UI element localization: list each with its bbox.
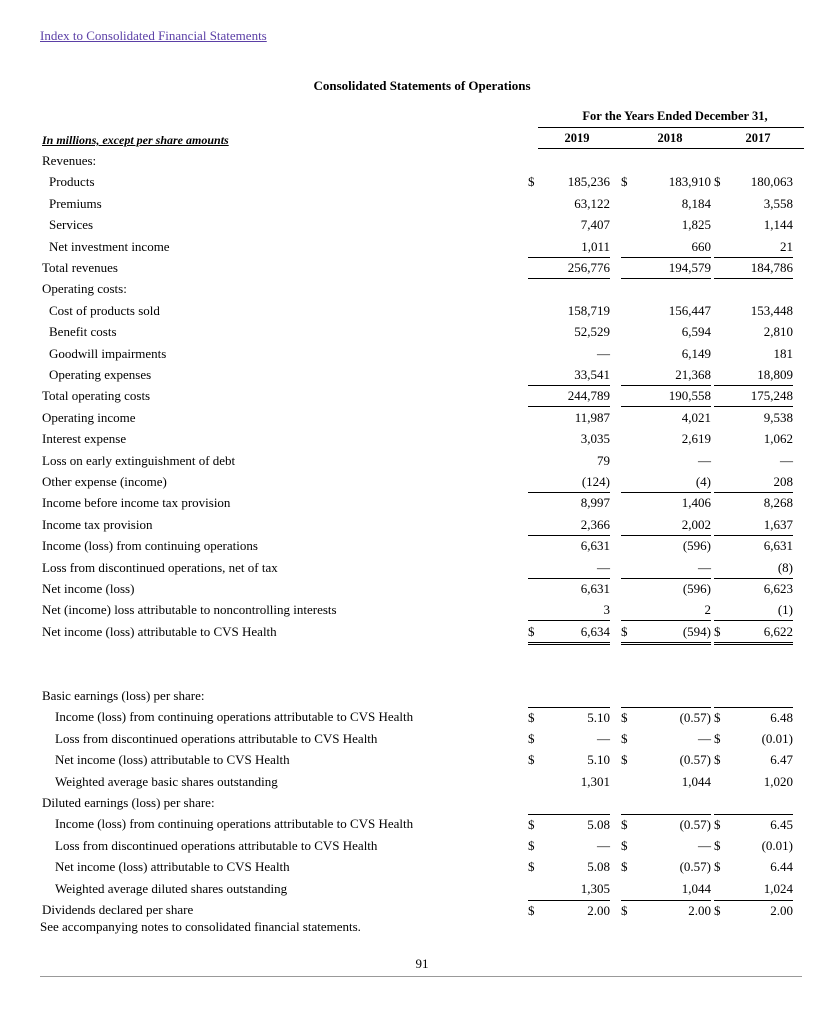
cell-value: 8,268 — [763, 495, 793, 511]
dollar-sign: $ — [621, 903, 628, 918]
cell-value: 2.00 — [688, 903, 711, 918]
value-cell-2017 — [714, 600, 793, 621]
cell-value: (0.57) — [679, 817, 711, 833]
cell-value: — — [597, 559, 610, 575]
value-cell-2017 — [714, 579, 793, 599]
value-cell-2018 — [621, 322, 711, 342]
cell-value: (0.57) — [679, 710, 711, 726]
value-cell-2018 — [621, 472, 711, 493]
cell-value: 3,035 — [580, 431, 610, 447]
value-cell-2019 — [528, 215, 610, 235]
cell-value: 79 — [597, 452, 610, 468]
value-cell-2019 — [528, 258, 610, 279]
table-row — [0, 622, 834, 642]
table-row — [0, 900, 834, 920]
year-2018: 2018 — [657, 131, 683, 145]
row-label: Services — [49, 217, 94, 233]
cell-value: 1,044 — [681, 773, 711, 789]
cell-value: 1,144 — [763, 217, 793, 233]
dollar-sign: $ — [714, 752, 721, 768]
value-cell-2017 — [714, 258, 793, 279]
cell-value: 1,406 — [681, 495, 711, 511]
cell-value: 1,637 — [763, 516, 793, 532]
cell-value: 6,622 — [763, 623, 793, 639]
value-cell-2018 — [621, 301, 711, 321]
value-cell-2017 — [714, 429, 793, 449]
value-cell-2017 — [714, 836, 793, 856]
table-row — [0, 515, 834, 535]
value-cell-2017 — [714, 558, 793, 579]
value-cell-2017 — [714, 344, 793, 364]
cell-value: (0.57) — [679, 752, 711, 768]
value-cell-2019 — [528, 451, 610, 471]
dollar-sign: $ — [528, 710, 535, 726]
value-cell-2017 — [714, 857, 793, 877]
dollar-sign: $ — [714, 859, 721, 875]
cell-value: 244,789 — [567, 388, 610, 404]
page-number: 91 — [415, 956, 429, 971]
value-cell-2018 — [621, 600, 711, 621]
value-cell-2018 — [621, 344, 711, 364]
table-row — [0, 279, 834, 299]
row-label: Dividends declared per share — [42, 902, 194, 917]
cell-value: (1) — [777, 602, 793, 618]
value-cell-2018 — [621, 408, 711, 428]
dollar-sign: $ — [714, 174, 721, 190]
table-row — [0, 879, 834, 899]
dollar-sign: $ — [621, 623, 628, 639]
value-cell-2017 — [714, 322, 793, 342]
table-row — [0, 451, 834, 471]
value-cell-2018 — [621, 622, 711, 645]
table-row — [0, 686, 834, 706]
value-cell-2018 — [621, 386, 711, 407]
cell-value: 1,301 — [580, 773, 610, 789]
cell-value: 5.08 — [587, 817, 610, 833]
cell-value: 2 — [704, 602, 711, 618]
dollar-sign: $ — [528, 837, 535, 853]
table-row — [0, 408, 834, 428]
value-cell-2019 — [528, 772, 610, 792]
cell-value: — — [698, 452, 711, 468]
cell-value: 158,719 — [567, 302, 610, 318]
value-cell-2017 — [714, 729, 793, 749]
value-cell-2018 — [621, 772, 711, 792]
value-cell-2019 — [528, 515, 610, 536]
table-row — [0, 493, 834, 513]
cell-value: 8,184 — [681, 195, 711, 211]
dollar-sign: $ — [621, 730, 628, 746]
cell-value: 2,002 — [681, 516, 711, 532]
index-link[interactable]: Index to Consolidated Financial Statements — [40, 28, 267, 43]
row-label: Loss on early extinguishment of debt — [42, 452, 236, 468]
cell-value: 156,447 — [668, 302, 711, 318]
cell-value: 6,631 — [580, 538, 610, 554]
value-cell-2019 — [528, 900, 610, 921]
value-cell-2017 — [714, 408, 793, 428]
dollar-sign: $ — [621, 710, 628, 726]
dollar-sign: $ — [714, 903, 721, 918]
cell-value: 5.10 — [587, 752, 610, 768]
cell-value: — — [698, 559, 711, 575]
value-cell-2018 — [621, 194, 711, 214]
units-label: In millions, except per share amounts — [42, 133, 229, 147]
value-cell-2017 — [714, 515, 793, 536]
row-label: Benefit costs — [49, 324, 117, 340]
dollar-sign: $ — [528, 752, 535, 768]
table-row — [0, 643, 834, 663]
cell-value: 1,825 — [681, 217, 711, 233]
cell-value: 1,024 — [763, 880, 793, 896]
cell-value: 8,997 — [580, 495, 610, 511]
value-cell-2019 — [528, 750, 610, 770]
cell-value: (596) — [682, 538, 711, 554]
value-cell-2017 — [714, 237, 793, 258]
value-cell-2018 — [621, 515, 711, 536]
value-cell-2018 — [621, 429, 711, 449]
cell-value: (8) — [777, 559, 793, 575]
table-row — [0, 750, 834, 770]
row-label: Weighted average basic shares outstanding — [55, 773, 278, 789]
dollar-sign: $ — [714, 837, 721, 853]
cell-value: 153,448 — [750, 302, 793, 318]
cell-value: 21 — [780, 238, 793, 254]
cell-value: 6.44 — [770, 859, 793, 875]
table-row — [0, 579, 834, 599]
row-label: Income (loss) from continuing operations — [42, 538, 258, 554]
cell-value: 6.47 — [770, 752, 793, 768]
value-cell-2019 — [528, 194, 610, 214]
dollar-sign: $ — [528, 623, 535, 639]
table-row — [0, 536, 834, 556]
row-label: Income before income tax provision — [42, 495, 231, 511]
value-cell-2018 — [621, 900, 711, 921]
value-cell-2019 — [528, 493, 610, 513]
period-header: For the Years Ended December 31, — [582, 109, 768, 123]
cell-value: 190,558 — [668, 388, 711, 404]
row-label: Other expense (income) — [42, 474, 167, 489]
cell-value: 2.00 — [587, 903, 610, 918]
year-headers — [538, 127, 804, 149]
value-cell-2018 — [621, 493, 711, 513]
value-cell-2019 — [528, 622, 610, 645]
cell-value: 1,305 — [580, 880, 610, 896]
cell-value: 6,631 — [580, 581, 610, 596]
row-label: Net income (loss) — [42, 581, 135, 596]
cell-value: 2.00 — [770, 903, 793, 918]
value-cell-2018 — [621, 451, 711, 471]
value-cell-2017 — [714, 472, 793, 493]
value-cell-2019 — [528, 408, 610, 428]
dollar-sign: $ — [621, 752, 628, 768]
row-label: Cost of products sold — [49, 302, 160, 318]
cell-value: 2,810 — [763, 324, 793, 340]
row-label: Net (income) loss attributable to noncontrolling interests — [42, 602, 337, 618]
cell-value: 9,538 — [763, 409, 793, 425]
value-cell-2019 — [528, 814, 610, 835]
value-cell-2017 — [714, 772, 793, 792]
value-cell-2017 — [714, 879, 793, 899]
value-cell-2019 — [528, 600, 610, 621]
cell-value: 6,623 — [763, 581, 793, 596]
table-row — [0, 793, 834, 813]
cell-value: — — [698, 837, 711, 853]
row-label: Total operating costs — [42, 388, 151, 404]
value-cell-2018 — [621, 215, 711, 235]
value-cell-2018 — [621, 536, 711, 556]
value-cell-2019 — [528, 536, 610, 556]
value-cell-2018 — [621, 836, 711, 856]
cell-value: 18,809 — [757, 367, 793, 382]
table-row — [0, 814, 834, 834]
value-cell-2018 — [621, 707, 711, 728]
row-label: Loss from discontinued operations, net of tax — [42, 559, 278, 575]
value-cell-2018 — [621, 729, 711, 749]
value-cell-2017 — [714, 707, 793, 728]
value-cell-2019 — [528, 879, 610, 899]
value-cell-2017 — [714, 900, 793, 921]
value-cell-2018 — [621, 750, 711, 770]
row-label: Basic earnings (loss) per share: — [42, 688, 205, 703]
value-cell-2019 — [528, 386, 610, 407]
value-cell-2018 — [621, 558, 711, 579]
value-cell-2019 — [528, 558, 610, 579]
cell-value: 1,011 — [581, 238, 610, 254]
cell-value: 2,619 — [681, 431, 711, 447]
value-cell-2018 — [621, 814, 711, 835]
cell-value: (0.57) — [679, 859, 711, 875]
row-label: Interest expense — [42, 431, 127, 447]
row-label: Net income (loss) attributable to CVS Health — [55, 752, 290, 768]
cell-value: 6,149 — [681, 345, 711, 361]
value-cell-2017 — [714, 493, 793, 513]
table-row — [0, 707, 834, 727]
cell-value: 181 — [773, 345, 793, 361]
dollar-sign: $ — [621, 817, 628, 833]
value-cell-2017 — [714, 451, 793, 471]
value-cell-2018 — [621, 879, 711, 899]
cell-value: 33,541 — [574, 367, 610, 382]
statement-title: Consolidated Statements of Operations — [313, 78, 531, 93]
footer-note: See accompanying notes to consolidated financial statements. — [40, 919, 361, 934]
cell-value: 6,631 — [763, 538, 793, 554]
dollar-sign: $ — [528, 730, 535, 746]
cell-value: 6,634 — [580, 623, 610, 639]
value-cell-2018 — [621, 365, 711, 386]
cell-value: (594) — [682, 623, 711, 639]
cell-value: 208 — [773, 474, 793, 489]
cell-value: 180,063 — [750, 174, 793, 190]
table-row — [0, 429, 834, 449]
cell-value: 4,021 — [681, 409, 711, 425]
cell-value: — — [597, 730, 610, 746]
cell-value: — — [597, 345, 610, 361]
value-cell-2019 — [528, 707, 610, 728]
value-cell-2019 — [528, 579, 610, 599]
value-cell-2019 — [528, 729, 610, 749]
value-cell-2017 — [714, 536, 793, 556]
row-label: Income (loss) from continuing operations attributable to CVS Health — [55, 709, 414, 725]
cell-value: (4) — [695, 474, 711, 489]
dollar-sign: $ — [528, 817, 535, 833]
table-row — [0, 344, 834, 364]
cell-value: 3 — [603, 602, 610, 618]
dollar-sign: $ — [714, 730, 721, 746]
row-label: Operating costs: — [42, 281, 127, 297]
cell-value: 7,407 — [580, 217, 610, 233]
value-cell-2017 — [714, 386, 793, 407]
row-label: Weighted average diluted shares outstanding — [55, 880, 288, 896]
table-row — [0, 301, 834, 321]
row-label: Total revenues — [42, 260, 118, 275]
cell-value: 11,987 — [574, 409, 610, 425]
table-row — [0, 365, 834, 385]
cell-value: 3,558 — [763, 195, 793, 211]
cell-value: — — [597, 837, 610, 853]
year-2019: 2019 — [564, 131, 590, 145]
row-label: Net income (loss) attributable to CVS Health — [42, 623, 277, 639]
table-row — [0, 322, 834, 342]
cell-value: (0.01) — [761, 837, 793, 853]
table-row — [0, 729, 834, 749]
value-cell-2019 — [528, 344, 610, 364]
value-cell-2017 — [714, 365, 793, 386]
cell-value: — — [698, 730, 711, 746]
cell-value: 52,529 — [574, 324, 610, 340]
value-cell-2018 — [621, 172, 711, 192]
cell-value: 5.10 — [587, 710, 610, 726]
cell-value: 256,776 — [567, 260, 610, 275]
dollar-sign: $ — [621, 174, 628, 190]
table-row — [0, 386, 834, 406]
cell-value: 1,062 — [763, 431, 793, 447]
cell-value: 194,579 — [668, 260, 711, 275]
page-rule — [40, 976, 802, 977]
row-label: Income (loss) from continuing operations attributable to CVS Health — [55, 816, 414, 832]
dollar-sign: $ — [621, 859, 628, 875]
table-row — [0, 215, 834, 235]
value-cell-2019 — [528, 472, 610, 493]
row-label: Net investment income — [49, 238, 170, 254]
table-row — [0, 172, 834, 192]
value-cell-2019 — [528, 301, 610, 321]
cell-value: (124) — [581, 474, 610, 489]
table-row — [0, 772, 834, 792]
table-row — [0, 194, 834, 214]
row-label: Loss from discontinued operations attributable to CVS Health — [55, 837, 378, 853]
value-cell-2017 — [714, 750, 793, 770]
table-row — [0, 600, 834, 620]
dollar-sign: $ — [528, 903, 535, 918]
value-cell-2019 — [528, 172, 610, 192]
value-cell-2019 — [528, 836, 610, 856]
value-cell-2017 — [714, 301, 793, 321]
value-cell-2019 — [528, 365, 610, 386]
cell-value: (0.01) — [761, 730, 793, 746]
year-2017: 2017 — [745, 131, 771, 145]
value-cell-2018 — [621, 579, 711, 599]
value-cell-2017 — [714, 215, 793, 235]
value-cell-2019 — [528, 322, 610, 342]
dollar-sign: $ — [621, 837, 628, 853]
table-row — [0, 665, 834, 685]
cell-value: 1,020 — [763, 773, 793, 789]
cell-value: 660 — [691, 238, 711, 254]
cell-value: 6.45 — [770, 817, 793, 833]
cell-value: 1,044 — [681, 880, 711, 896]
table-row — [0, 258, 834, 278]
cell-value: 21,368 — [675, 367, 711, 382]
cell-value: 5.08 — [587, 859, 610, 875]
value-cell-2017 — [714, 194, 793, 214]
table-row — [0, 151, 834, 171]
row-label: Goodwill impairments — [49, 345, 167, 361]
value-cell-2018 — [621, 237, 711, 258]
row-label: Net income (loss) attributable to CVS Health — [55, 859, 290, 875]
value-cell-2017 — [714, 172, 793, 192]
row-label: Income tax provision — [42, 516, 153, 532]
cell-value: 184,786 — [750, 260, 793, 275]
dollar-sign: $ — [714, 623, 721, 639]
cell-value: 185,236 — [567, 174, 610, 190]
row-label: Revenues: — [42, 153, 97, 168]
cell-value: 183,910 — [668, 174, 711, 190]
cell-value: (596) — [682, 581, 711, 596]
row-label: Premiums — [49, 195, 102, 211]
table-row — [0, 558, 834, 578]
value-cell-2017 — [714, 622, 793, 645]
cell-value: 175,248 — [750, 388, 793, 404]
row-label: Products — [49, 174, 95, 190]
table-row — [0, 237, 834, 257]
dollar-sign: $ — [528, 174, 535, 190]
value-cell-2017 — [714, 814, 793, 835]
row-label: Diluted earnings (loss) per share: — [42, 795, 215, 810]
value-cell-2019 — [528, 857, 610, 877]
table-row — [0, 472, 834, 492]
dollar-sign: $ — [714, 710, 721, 726]
cell-value: 2,366 — [580, 516, 610, 532]
row-label: Operating income — [42, 409, 136, 425]
value-cell-2018 — [621, 258, 711, 279]
cell-value: 63,122 — [574, 195, 610, 211]
cell-value: 6,594 — [681, 324, 711, 340]
value-cell-2019 — [528, 429, 610, 449]
cell-value: 6.48 — [770, 710, 793, 726]
value-cell-2018 — [621, 857, 711, 877]
table-row — [0, 857, 834, 877]
cell-value: — — [780, 452, 793, 468]
dollar-sign: $ — [714, 817, 721, 833]
row-label: Loss from discontinued operations attributable to CVS Health — [55, 730, 378, 746]
value-cell-2019 — [528, 237, 610, 258]
row-label: Operating expenses — [49, 367, 152, 382]
table-row — [0, 836, 834, 856]
dollar-sign: $ — [528, 859, 535, 875]
